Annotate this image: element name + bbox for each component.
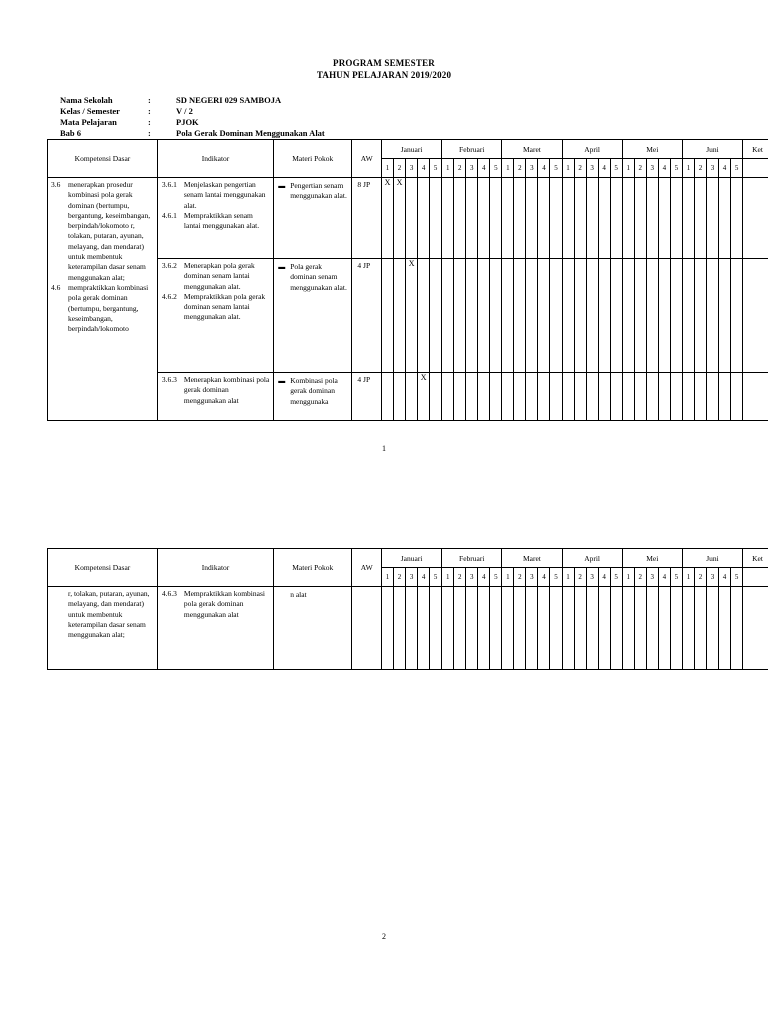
aw-cell: 4 JP bbox=[352, 373, 382, 421]
week-cell bbox=[694, 178, 706, 259]
week-number: 1 bbox=[682, 568, 694, 587]
materi-text: n alat bbox=[290, 590, 307, 599]
week-cell bbox=[622, 259, 634, 373]
week-number: 3 bbox=[526, 568, 538, 587]
week-cell bbox=[550, 373, 562, 421]
week-cell bbox=[430, 178, 442, 259]
header-indikator: Indikator bbox=[157, 140, 273, 178]
week-cell bbox=[574, 178, 586, 259]
week-cell bbox=[418, 178, 430, 259]
week-number: 3 bbox=[646, 159, 658, 178]
week-cell bbox=[454, 373, 466, 421]
week-number: 5 bbox=[731, 568, 743, 587]
header-kd: Kompetensi Dasar bbox=[48, 549, 158, 587]
week-number: 5 bbox=[550, 159, 562, 178]
week-number: 1 bbox=[682, 159, 694, 178]
week-number: 3 bbox=[466, 159, 478, 178]
week-cell bbox=[706, 373, 718, 421]
week-cell bbox=[706, 178, 718, 259]
week-number: 4 bbox=[478, 159, 490, 178]
week-number: 1 bbox=[502, 159, 514, 178]
week-number: 2 bbox=[574, 568, 586, 587]
week-cell bbox=[550, 587, 562, 670]
week-cell bbox=[646, 373, 658, 421]
header-month: April bbox=[562, 549, 622, 568]
indikator-number: 3.6.3 bbox=[161, 375, 177, 384]
materi-text: Kombinasi pola gerak dominan menggunaka bbox=[290, 376, 338, 406]
week-cell bbox=[634, 178, 646, 259]
week-number: 1 bbox=[562, 159, 574, 178]
doc-title: PROGRAM SEMESTER bbox=[333, 58, 435, 68]
kd-item bbox=[48, 178, 157, 283]
kd-item bbox=[48, 283, 157, 334]
header-ket: Ket bbox=[743, 140, 768, 159]
week-cell bbox=[490, 178, 502, 259]
header-month: Juni bbox=[682, 549, 742, 568]
week-cell bbox=[502, 178, 514, 259]
week-cell bbox=[719, 259, 731, 373]
week-cell bbox=[382, 259, 394, 373]
week-cell bbox=[394, 259, 406, 373]
week-number: 5 bbox=[430, 159, 442, 178]
header-aw: AW bbox=[352, 140, 382, 178]
week-cell bbox=[478, 259, 490, 373]
week-cell bbox=[430, 587, 442, 670]
week-number: 2 bbox=[454, 568, 466, 587]
week-cell bbox=[514, 587, 526, 670]
meta-row bbox=[60, 117, 325, 128]
week-cell bbox=[574, 259, 586, 373]
indikator-text: Menerapkan kombinasi pola gerak dominan menggunakan alat bbox=[183, 375, 270, 405]
week-cell bbox=[622, 587, 634, 670]
week-cell bbox=[514, 178, 526, 259]
week-cell bbox=[586, 373, 598, 421]
week-number: 4 bbox=[658, 159, 670, 178]
table-row bbox=[48, 587, 768, 670]
week-cell bbox=[430, 373, 442, 421]
week-cell bbox=[586, 587, 598, 670]
week-number: 4 bbox=[478, 568, 490, 587]
week-number: 5 bbox=[610, 159, 622, 178]
meta-row bbox=[60, 106, 325, 117]
ket-cell bbox=[743, 178, 768, 259]
week-number: 3 bbox=[586, 159, 598, 178]
week-cell bbox=[442, 259, 454, 373]
header-month: Mei bbox=[622, 140, 682, 159]
header-indikator: Indikator bbox=[157, 549, 273, 587]
week-number: 2 bbox=[694, 159, 706, 178]
indikator-item bbox=[158, 178, 273, 211]
week-cell bbox=[634, 259, 646, 373]
week-cell bbox=[574, 587, 586, 670]
indikator-item bbox=[158, 373, 273, 406]
week-cell bbox=[454, 259, 466, 373]
week-cell bbox=[394, 373, 406, 421]
week-cell bbox=[586, 178, 598, 259]
indikator-text: Mempraktikkan senam lantai menggunakan alat. bbox=[183, 210, 260, 231]
meta-key: Mata Pelajaran bbox=[60, 117, 117, 127]
week-number: 2 bbox=[514, 159, 526, 178]
week-cell bbox=[622, 373, 634, 421]
kd-cell bbox=[48, 587, 158, 670]
kd-number: 4.6 bbox=[51, 282, 61, 292]
week-cell bbox=[490, 373, 502, 421]
ket-blank bbox=[743, 159, 768, 178]
week-number: 5 bbox=[430, 568, 442, 587]
aw-cell: 4 JP bbox=[352, 259, 382, 373]
bullet-icon: ▬ bbox=[278, 377, 286, 385]
materi-cell bbox=[274, 259, 352, 373]
kd-text: menerapkan prosedur kombinasi pola gerak dominan (bertumpu, bergantung, keseimbangan, berpindah/lokomoto r, tolakan, putaran, ayunan, melayang, dan mendarat) untuk membentuk keterampilan dasar senam menggunakan alat; bbox=[68, 180, 151, 282]
indikator-cell bbox=[157, 259, 273, 373]
week-number: 1 bbox=[502, 568, 514, 587]
week-cell bbox=[454, 587, 466, 670]
week-cell bbox=[442, 178, 454, 259]
week-cell bbox=[586, 259, 598, 373]
week-number: 2 bbox=[574, 159, 586, 178]
week-cell: X bbox=[394, 178, 406, 259]
week-cell bbox=[731, 587, 743, 670]
week-number: 1 bbox=[622, 568, 634, 587]
week-cell bbox=[490, 259, 502, 373]
week-cell bbox=[454, 178, 466, 259]
week-cell bbox=[598, 587, 610, 670]
week-cell bbox=[538, 259, 550, 373]
week-number: 1 bbox=[622, 159, 634, 178]
week-cell bbox=[478, 178, 490, 259]
week-cell bbox=[682, 373, 694, 421]
week-cell bbox=[466, 178, 478, 259]
week-number: 3 bbox=[586, 568, 598, 587]
week-cell bbox=[658, 259, 670, 373]
week-cell bbox=[719, 373, 731, 421]
indikator-number: 3.6.1 bbox=[161, 180, 177, 189]
week-cell bbox=[406, 178, 418, 259]
meta-row bbox=[60, 128, 325, 139]
header-kd: Kompetensi Dasar bbox=[48, 140, 158, 178]
week-cell bbox=[706, 587, 718, 670]
week-number: 1 bbox=[562, 568, 574, 587]
week-cell: X bbox=[418, 373, 430, 421]
ket-cell bbox=[743, 373, 768, 421]
semester-table-page-2 bbox=[47, 548, 768, 670]
header-month: Maret bbox=[502, 549, 562, 568]
week-cell bbox=[598, 178, 610, 259]
week-number: 2 bbox=[454, 159, 466, 178]
week-cell bbox=[538, 587, 550, 670]
header-materi: Materi Pokok bbox=[274, 549, 352, 587]
week-cell bbox=[394, 587, 406, 670]
page-number: 2 bbox=[382, 932, 386, 941]
kd-text: r, tolakan, putaran, ayunan, melayang, dan mendarat) untuk membentuk keterampilan dasar senam menggunakan alat; bbox=[68, 589, 150, 640]
meta-key: Nama Sekolah bbox=[60, 95, 113, 105]
meta-value: Pola Gerak Dominan Menggunakan Alat bbox=[176, 128, 325, 138]
week-cell bbox=[610, 373, 622, 421]
bullet-icon: ▬ bbox=[278, 182, 286, 190]
week-cell bbox=[406, 587, 418, 670]
week-cell bbox=[646, 259, 658, 373]
header-month: Februari bbox=[442, 140, 502, 159]
week-cell bbox=[610, 587, 622, 670]
week-cell bbox=[526, 373, 538, 421]
week-cell bbox=[694, 373, 706, 421]
week-cell: X bbox=[406, 259, 418, 373]
week-number: 2 bbox=[694, 568, 706, 587]
indikator-number: 3.6.2 bbox=[161, 261, 177, 270]
week-number: 4 bbox=[598, 159, 610, 178]
header-month: Maret bbox=[502, 140, 562, 159]
week-cell bbox=[418, 587, 430, 670]
meta-sep: : bbox=[148, 128, 151, 138]
indikator-item bbox=[158, 211, 273, 232]
header-month: Januari bbox=[382, 549, 442, 568]
week-cell bbox=[610, 178, 622, 259]
week-number: 3 bbox=[646, 568, 658, 587]
week-number: 3 bbox=[466, 568, 478, 587]
week-cell bbox=[526, 259, 538, 373]
week-number: 4 bbox=[598, 568, 610, 587]
indikator-text: Menerapkan pola gerak dominan senam lantai menggunakan alat. bbox=[183, 261, 255, 291]
header-month: Juni bbox=[682, 140, 742, 159]
indikator-number: 4.6.3 bbox=[161, 589, 177, 598]
week-cell bbox=[514, 373, 526, 421]
kd-text: mempraktikkan kombinasi pola gerak dominan (bertumpu, bergantung, keseimbangan, berpindah/lokomoto bbox=[68, 282, 149, 334]
week-cell bbox=[719, 178, 731, 259]
week-cell: X bbox=[382, 178, 394, 259]
week-number: 5 bbox=[610, 568, 622, 587]
week-number: 3 bbox=[706, 568, 718, 587]
ket-cell bbox=[743, 587, 768, 670]
indikator-cell bbox=[157, 587, 273, 670]
week-cell bbox=[562, 259, 574, 373]
aw-cell: 8 JP bbox=[352, 178, 382, 259]
week-cell bbox=[562, 373, 574, 421]
week-number: 4 bbox=[658, 568, 670, 587]
meta-sep: : bbox=[148, 117, 151, 127]
meta-value: SD NEGERI 029 SAMBOJA bbox=[176, 95, 282, 105]
indikator-text: Mempraktikkan kombinasi pola gerak dominan menggunakan alat bbox=[183, 589, 265, 619]
meta-block bbox=[60, 95, 325, 139]
week-cell bbox=[478, 373, 490, 421]
week-cell bbox=[382, 587, 394, 670]
materi-text: Pola gerak dominan senam menggunakan alat. bbox=[290, 262, 347, 292]
ket-cell bbox=[743, 259, 768, 373]
week-number: 3 bbox=[706, 159, 718, 178]
week-cell bbox=[382, 373, 394, 421]
week-cell bbox=[466, 373, 478, 421]
kd-number: 3.6 bbox=[51, 180, 61, 189]
header-month: Februari bbox=[442, 549, 502, 568]
week-cell bbox=[502, 373, 514, 421]
header-aw: AW bbox=[352, 549, 382, 587]
week-cell bbox=[670, 178, 682, 259]
materi-item bbox=[274, 259, 351, 293]
week-cell bbox=[538, 373, 550, 421]
week-cell bbox=[562, 587, 574, 670]
week-number: 3 bbox=[406, 568, 418, 587]
week-cell bbox=[466, 587, 478, 670]
doc-subtitle: TAHUN PELAJARAN 2019/2020 bbox=[316, 70, 452, 80]
indikator-item bbox=[158, 587, 273, 620]
week-number: 3 bbox=[526, 159, 538, 178]
aw-cell bbox=[352, 587, 382, 670]
week-number: 2 bbox=[394, 159, 406, 178]
meta-sep: : bbox=[148, 106, 151, 116]
indikator-item bbox=[158, 259, 273, 292]
week-cell bbox=[682, 259, 694, 373]
week-cell bbox=[490, 587, 502, 670]
week-number: 5 bbox=[670, 159, 682, 178]
week-cell bbox=[658, 178, 670, 259]
week-cell bbox=[442, 373, 454, 421]
week-number: 4 bbox=[538, 568, 550, 587]
week-cell bbox=[731, 373, 743, 421]
indikator-item bbox=[158, 292, 273, 323]
week-cell bbox=[646, 587, 658, 670]
table-row bbox=[48, 178, 768, 259]
materi-cell bbox=[274, 587, 352, 670]
week-number: 1 bbox=[442, 159, 454, 178]
week-cell bbox=[694, 259, 706, 373]
week-cell bbox=[731, 178, 743, 259]
week-number: 2 bbox=[394, 568, 406, 587]
week-number: 1 bbox=[382, 159, 394, 178]
week-cell bbox=[610, 259, 622, 373]
week-cell bbox=[430, 259, 442, 373]
week-number: 4 bbox=[538, 159, 550, 178]
week-number: 2 bbox=[634, 159, 646, 178]
week-cell bbox=[682, 178, 694, 259]
meta-value: V / 2 bbox=[176, 106, 193, 116]
week-cell bbox=[406, 373, 418, 421]
semester-table-page-1 bbox=[47, 139, 768, 421]
week-number: 2 bbox=[514, 568, 526, 587]
kd-cell bbox=[48, 178, 158, 421]
week-cell bbox=[658, 587, 670, 670]
week-number: 5 bbox=[550, 568, 562, 587]
week-cell bbox=[634, 373, 646, 421]
indikator-cell bbox=[157, 178, 273, 259]
week-cell bbox=[622, 178, 634, 259]
materi-item bbox=[274, 373, 351, 407]
materi-item bbox=[274, 178, 351, 202]
week-cell bbox=[418, 259, 430, 373]
indikator-text: Menjelaskan pengertian senam lantai menggunakan alat. bbox=[183, 180, 266, 210]
week-number: 5 bbox=[490, 568, 502, 587]
week-number: 4 bbox=[418, 159, 430, 178]
week-cell bbox=[514, 259, 526, 373]
week-cell bbox=[598, 259, 610, 373]
week-cell bbox=[478, 587, 490, 670]
meta-value: PJOK bbox=[176, 117, 199, 127]
week-number: 4 bbox=[719, 159, 731, 178]
week-number: 5 bbox=[490, 159, 502, 178]
week-cell bbox=[502, 259, 514, 373]
materi-cell bbox=[274, 178, 352, 259]
week-cell bbox=[526, 178, 538, 259]
week-cell bbox=[466, 259, 478, 373]
week-number: 4 bbox=[719, 568, 731, 587]
week-cell bbox=[574, 373, 586, 421]
week-number: 2 bbox=[634, 568, 646, 587]
week-cell bbox=[634, 587, 646, 670]
week-cell bbox=[658, 373, 670, 421]
week-number: 5 bbox=[670, 568, 682, 587]
week-cell bbox=[502, 587, 514, 670]
meta-row bbox=[60, 95, 325, 106]
week-cell bbox=[731, 259, 743, 373]
indikator-number: 4.6.2 bbox=[161, 291, 177, 301]
meta-sep: : bbox=[148, 95, 151, 105]
week-cell bbox=[550, 178, 562, 259]
meta-key: Kelas / Semester bbox=[60, 106, 120, 116]
week-cell bbox=[646, 178, 658, 259]
week-cell bbox=[550, 259, 562, 373]
header-month: April bbox=[562, 140, 622, 159]
week-number: 4 bbox=[418, 568, 430, 587]
week-cell bbox=[562, 178, 574, 259]
indikator-text: Mempraktikkan pola gerak dominan senam lantai menggunakan alat. bbox=[183, 291, 266, 322]
week-cell bbox=[706, 259, 718, 373]
materi-text: Pengertian senam menggunakan alat. bbox=[290, 181, 347, 201]
week-cell bbox=[670, 373, 682, 421]
header-month: Januari bbox=[382, 140, 442, 159]
header-ket: Ket bbox=[743, 549, 768, 568]
ket-blank bbox=[743, 568, 768, 587]
indikator-cell bbox=[157, 373, 273, 421]
week-cell bbox=[670, 587, 682, 670]
bullet-icon: ▬ bbox=[278, 263, 286, 271]
week-cell bbox=[598, 373, 610, 421]
week-cell bbox=[670, 259, 682, 373]
header-month: Mei bbox=[622, 549, 682, 568]
materi-cell bbox=[274, 373, 352, 421]
week-number: 1 bbox=[382, 568, 394, 587]
week-cell bbox=[526, 587, 538, 670]
indikator-number: 4.6.1 bbox=[161, 210, 177, 220]
week-cell bbox=[682, 587, 694, 670]
week-cell bbox=[538, 178, 550, 259]
week-number: 3 bbox=[406, 159, 418, 178]
week-number: 5 bbox=[731, 159, 743, 178]
week-cell bbox=[719, 587, 731, 670]
meta-key: Bab 6 bbox=[60, 128, 82, 138]
week-number: 1 bbox=[442, 568, 454, 587]
week-cell bbox=[694, 587, 706, 670]
page-number: 1 bbox=[382, 444, 386, 453]
week-cell bbox=[442, 587, 454, 670]
header-materi: Materi Pokok bbox=[274, 140, 352, 178]
